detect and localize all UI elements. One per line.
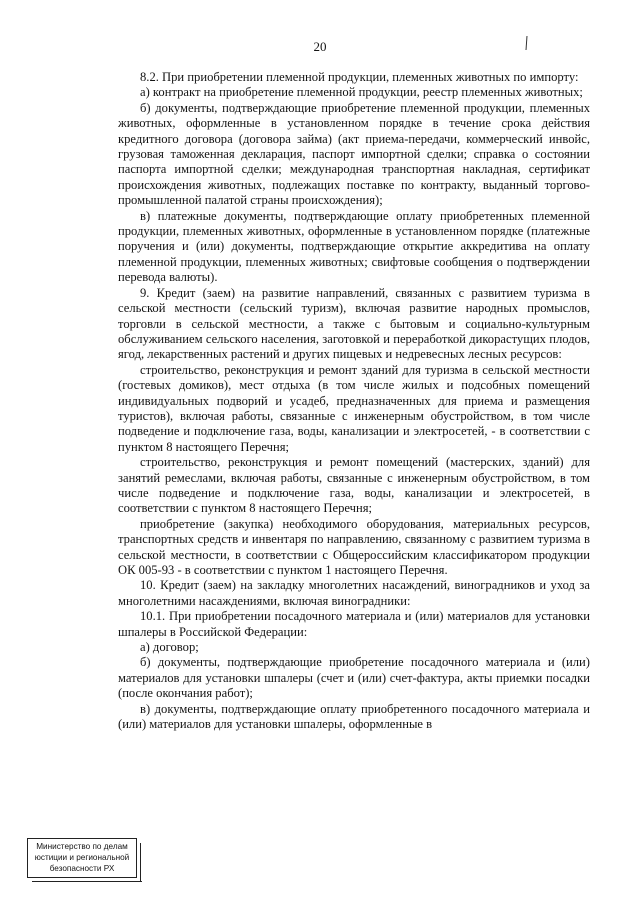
paragraph-10-1: 10.1. При приобретении посадочного материала и (или) материалов для установки шпалеры в Российской Федерации: <box>118 609 590 639</box>
document-body <box>118 70 590 732</box>
paragraph-10-1-v: в) документы, подтверждающие оплату приобретенного посадочного материала и (или) материалов для установки шпалеры, оформленные в <box>118 701 590 732</box>
paragraph-8-2-v: в) платежные документы, подтверждающие оплату приобретенных племенной продукции, племенных животных, оформленные в установленном порядке (платежные поручения и (или) документы, подтверждающие открытие аккредитива на оплату племенной продукции, племенных животных; свифтовые сообщения о подтверждении перевода валюты). <box>118 208 590 285</box>
paragraph-9: 9. Кредит (заем) на развитие направлений, связанных с развитием туризма в сельской местности (сельский туризм), включая развитие народных промыслов, торговли в сельской местности, а также с бытовым и социально-культурным обслуживанием сельского населения, заготовкой и переработкой дикорастущих плодов, ягод, лекарственных растений и других пищевых и недревесных лесных ресурсов: <box>118 285 590 362</box>
paragraph-10-1-b: б) документы, подтверждающие приобретение посадочного материала и (или) материалов для установки шпалеры (счет и (или) счет-фактура, акты приемки посадки (после окончания работ); <box>118 655 590 701</box>
stamp-line-3: безопасности РХ <box>49 864 115 873</box>
paragraph-8-2-b: б) документы, подтверждающие приобретение племенной продукции, племенных животных, оформленные в установленном порядке в течение срока действия кредитного договора (договора займа) (акт приема-передачи, коммерческий инвойс, грузовая таможенная декларация, паспорт импортной сделки; справка о состоянии паспорта импортной сделки; международная транспортная накладная, сертификат происхождения животных, подлежащих поставке по контракту, выданный торгово-промышленной палатой страны происхождения); <box>118 100 590 208</box>
stamp-line-2: юстиции и региональной <box>34 853 130 862</box>
paragraph-10: 10. Кредит (заем) на закладку многолетних насаждений, виноградников и уход за многолетними насаждениями, включая виноградники: <box>118 578 590 608</box>
paragraph-9-item-3: приобретение (закупка) необходимого оборудования, материальных ресурсов, транспортных средств и инвентаря по направлению, связанному с развитием туризма в сельской местности, в соответствии с Общероссийским классификатором продукции ОК 005-93 - в соответствии с пунктом 1 настоящего Перечня. <box>118 516 590 577</box>
paragraph-9-item-1: строительство, реконструкция и ремонт зданий для туризма в сельской местности (гостевых домиков), мест отдыха (в том числе жилых и подсобных помещений индивидуальных подворий и усадеб, предназначенных для приема и размещения туристов), включая работы, связанные с инженерным обустройством, в том числе подведение и подключение газа, воды, канализации и электросетей, - в соответствии с пунктом 8 настоящего Перечня; <box>118 362 590 454</box>
stamp-line-1: Министерство по делам <box>36 842 128 851</box>
paragraph-8-2-a: а) контракт на приобретение племенной продукции, реестр племенных животных; <box>140 85 583 100</box>
paragraph-10-1-a: а) договор; <box>140 640 199 655</box>
paragraph-8-2: 8.2. При приобретении племенной продукции, племенных животных по импорту: <box>140 70 579 84</box>
ministry-stamp <box>27 838 137 878</box>
paragraph-9-item-2: строительство, реконструкция и ремонт помещений (мастерских, зданий) для занятий ремеслами, включая работы, связанные с инженерным обустройством, в том числе подведение и подключение газа, воды, канализации и электросетей, в соответствии с пунктом 8 настоящего Перечня; <box>118 455 590 516</box>
page-number: 20 <box>313 39 327 54</box>
